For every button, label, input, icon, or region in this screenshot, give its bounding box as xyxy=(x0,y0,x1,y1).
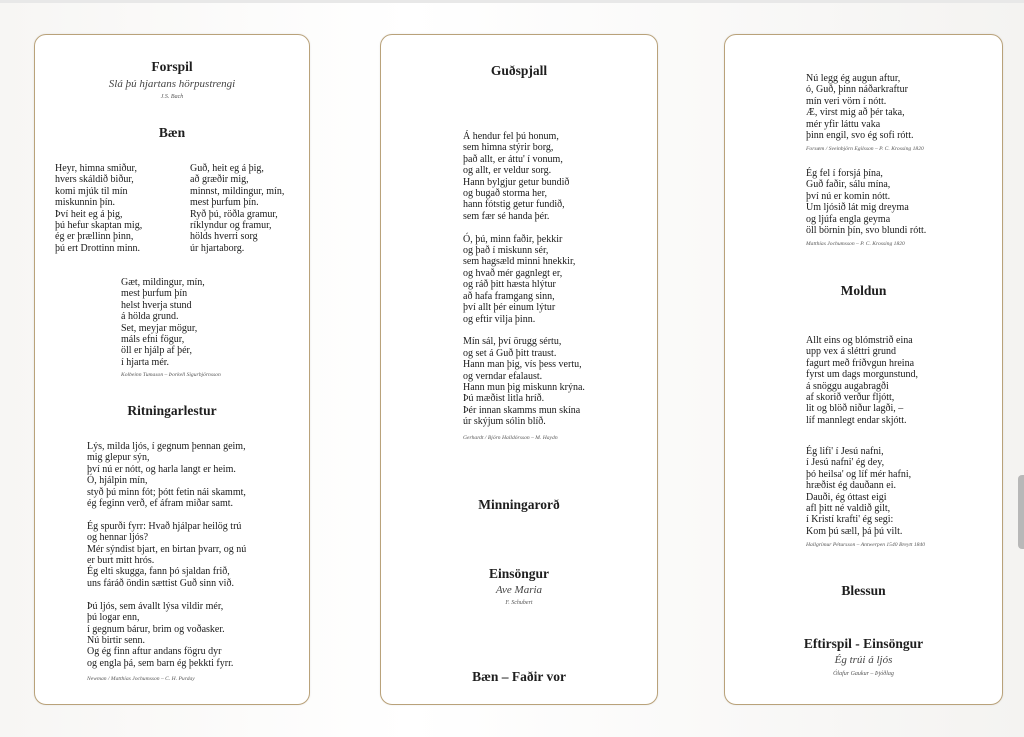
baen-heading: Bæn xyxy=(158,125,186,140)
einsongur-heading: Einsöngur xyxy=(488,566,550,581)
kvoldbaen-verse-1: Nú legg ég augun aftur, ó, Guð, þinn náðarkraftur mín veri vörn í nótt. Æ, virst mig að þér taka, mér yfir láttu vaka þinn engil, svo ég sofi rótt. xyxy=(806,73,914,142)
einsongur-subtitle: Ave Maria xyxy=(495,584,543,596)
eftirspil-subtitle: Ég trúi á ljós xyxy=(834,654,893,666)
program-panel-right xyxy=(724,34,1003,705)
top-divider xyxy=(0,0,1024,3)
moldun-credit: Hallgrímur Pétursson – Antwerpen 1540 Breytt 1840 xyxy=(806,542,926,548)
minningarord-heading: Minningarorð xyxy=(478,497,560,512)
forspil-subtitle: Slá þú hjartans hörpustrengi xyxy=(108,78,236,90)
eftirspil-composer: Ólafur Gaukur – Þjóðlag xyxy=(833,671,894,677)
program-panel-middle xyxy=(380,34,658,705)
kvoldbaen-verse-2: Ég fel í forsjá þína, Guð faðir, sálu mína, því nú er komin nótt. Um ljósið lát mig dreyma og ljúfa engla geyma öll börnin þín, svo blundi rótt. xyxy=(806,168,927,237)
moldun-heading: Moldun xyxy=(840,283,887,298)
fadir-vor-heading: Bæn – Faðir vor xyxy=(472,669,566,684)
eftirspil-heading: Eftirspil - Einsöngur xyxy=(803,636,924,651)
baen-credit: Kolbeinn Tumason – Þorkell Sigurbjörnsson xyxy=(121,372,221,378)
gudspjall-credit: Gerhardt / Björn Halldórsson – M. Haydn xyxy=(463,435,558,441)
moldun-verse-2: Ég lifi' í Jesú nafni, í Jesú nafni' ég dey, þó heilsa' og líf mér hafni, hræðist ég dauðann ei. Dauði, ég óttast eigi afl þitt né valdið gilt, í Kristí krafti' ég segi: Kom þú sæll, þá þú vilt. xyxy=(806,446,912,537)
forspil-heading: Forspil xyxy=(151,59,193,74)
kvoldbaen-credit-1: Forsœm / Sveinbjörn Egilsson – P. C. Krossing 1820 xyxy=(806,146,924,152)
forspil-composer: J.S. Bach xyxy=(160,94,184,100)
program-panel-left xyxy=(34,34,310,705)
baen-verse-third: Gæt, mildingur, mín, mest þurfum þín helst hverja stund á hölda grund. Set, meyjar mögur, máls efni fögur, öll er hjálp af þér, í hjarta mér. xyxy=(121,277,205,368)
moldun-verse-1: Allt eins og blómstrið eina upp vex á sléttri grund fagurt með fríðvgun hreina fyrst um dags morgunstund, á snöggu augabragði af skorið verður fljótt, lit og blöð niður lagði, – líf mannlegt endar skjótt. xyxy=(806,335,919,426)
side-scroll-handle[interactable] xyxy=(1018,475,1024,549)
blessun-heading: Blessun xyxy=(841,583,886,598)
ritningarlestur-verse: Lýs, milda ljós, í gegnum þennan geim, mig glepur sýn, því nú er nótt, og harla langt er heim. Ó, hjálpin mín, styð þú minn fót; þótt fetin nái skammt, ég feginn verð, ef áfram miðar samt. Ég spurði fyrr: Hvað hjálpar heilög trú og hennar ljós? Mér sýndist bjart, en birtan þvarr, og nú er burt mitt hrós. Ég elti skugga, fann þó sjaldan frið, uns fáráð öndin sættist Guð sinn við. Þú ljós, sem ávallt lýsa vildir mér, þú logar enn, í gegnum bárur, brim og voðasker. Nú birtir senn. Og ég finn aftur andans fögru dyr og engla þá, sem barn ég þekkti fyrr. xyxy=(87,441,247,669)
kvoldbaen-credit-2: Matthías Jochumsson – P. C. Krossing 1820 xyxy=(806,241,905,247)
gudspjall-verse: Á hendur fel þú honum, sem himna stýrir borg, það allt, er áttu' í vonum, og allt, er veldur sorg. Hann bylgjur getur bundið og bugað storma her, hann fótstig getur fundið, sem fær sé handa þér. Ó, þú, minn faðir, þekkir og það í miskunn sér, sem hagsæld minni hnekkir, og hvað mér gagnlegt er, og ráð þitt hæsta hlýtur að hafa framgang sinn, því allt þér einum lýtur og eftir vilja þinn. Mín sál, því örugg sértu, og set á Guð þitt traust. Hann man þig, vís þess vertu, og verndar efalaust. Hann mun þig miskunn krýna. Þú mæðist litla hríð. Þér innan skamms mun skína úr skýjum sólin blíð. xyxy=(463,131,585,428)
ritningarlestur-heading: Ritningarlestur xyxy=(127,403,217,418)
baen-verse-left: Heyr, himna smiður, hvers skáldið biður, komi mjúk til mín miskunnin þín. Því heit eg á þig, þú hefur skaptan mig, ég er þrællinn þinn, þú ert Drottinn minn. xyxy=(55,163,143,254)
ritningarlestur-credit: Newman / Matthías Jochumsson – C. H. Purday xyxy=(87,676,195,682)
baen-verse-right: Guð, heit eg á þig, að græðir mig, minnst, mildingur, mín, mest þurfum þín. Ryð þú, röðla gramur, ríklyndur og framur, hölds hverri sorg úr hjartaborg. xyxy=(190,163,285,254)
gudspjall-heading: Guðspjall xyxy=(490,63,548,78)
einsongur-composer: F. Schubert xyxy=(505,600,533,606)
